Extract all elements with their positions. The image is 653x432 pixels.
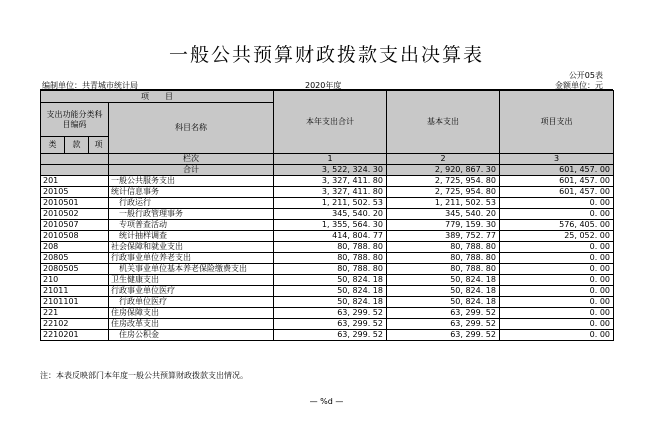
row-project: 0. 00 [500,286,614,297]
row-name: 机关事业单位基本养老保险缴费支出 [109,264,274,275]
table-row [41,231,614,242]
table-row [41,286,614,297]
row-basic: 80, 788. 80 [387,264,500,275]
row-project: 576, 405. 00 [500,220,614,231]
row-basic: 63, 299. 52 [387,308,500,319]
row-total: 80, 788. 80 [274,264,387,275]
row-project: 0. 00 [500,319,614,330]
total-col2: 2, 920, 867. 30 [387,165,500,176]
table-row [41,264,614,275]
seq-1: 1 [274,154,387,165]
row-project: 25, 052. 00 [500,231,614,242]
row-name: 卫生健康支出 [109,275,274,286]
row-name: 住房保障支出 [109,308,274,319]
row-total: 63, 299. 52 [274,330,387,341]
row-code: 20805 [41,253,109,264]
total-blank [41,165,109,176]
seq-3: 3 [500,154,614,165]
total-col1: 3, 522, 324. 30 [274,165,387,176]
row-total: 50, 824. 18 [274,297,387,308]
row-name: 行政运行 [109,198,274,209]
row-basic: 50, 824. 18 [387,286,500,297]
row-total: 80, 788. 80 [274,253,387,264]
row-basic: 2, 725, 954. 80 [387,187,500,198]
row-name: 行政事业单位养老支出 [109,253,274,264]
row-basic: 50, 824. 18 [387,297,500,308]
table-row [41,209,614,220]
table-header [41,91,614,176]
row-total: 50, 824. 18 [274,275,387,286]
row-name: 住房改革支出 [109,319,274,330]
table-row [41,242,614,253]
row-total: 345, 540. 20 [274,209,387,220]
header-code-group: 支出功能分类科目编码 [41,103,109,137]
table-body [41,176,614,341]
row-project: 0. 00 [500,209,614,220]
header-col2: 基本支出 [387,91,500,154]
row-code: 2010507 [41,220,109,231]
header-xiang: 项 [89,137,109,154]
row-name: 统计信息事务 [109,187,274,198]
row-basic: 80, 788. 80 [387,242,500,253]
currency-unit: 金额单位：元 [555,81,603,90]
table-row [41,187,614,198]
row-project: 0. 00 [500,264,614,275]
row-basic: 345, 540. 20 [387,209,500,220]
row-code: 2210201 [41,330,109,341]
table-row [41,253,614,264]
table-row [41,176,614,187]
header-lei: 类 [41,137,65,154]
row-code: 2101101 [41,297,109,308]
report-title: 一般公共预算财政拨款支出决算表 [168,44,484,66]
row-name: 行政单位医疗 [109,297,274,308]
header-seq: 栏次 [109,154,274,165]
row-basic: 50, 824. 18 [387,275,500,286]
row-project: 0. 00 [500,308,614,319]
total-col3: 601, 457. 00 [500,165,614,176]
row-basic: 63, 299. 52 [387,330,500,341]
page-number: — %d — [309,397,344,406]
row-project: 0. 00 [500,253,614,264]
header-col1: 本年支出合计 [274,91,387,154]
row-basic: 1, 211, 502. 53 [387,198,500,209]
row-basic: 2, 725, 954. 80 [387,176,500,187]
row-code: 221 [41,308,109,319]
row-code: 210 [41,275,109,286]
header-item: 项 目 [41,91,274,103]
row-project: 601, 457. 00 [500,187,614,198]
row-name: 一般行政管理事务 [109,209,274,220]
row-basic: 389, 752. 77 [387,231,500,242]
row-basic: 63, 299. 52 [387,319,500,330]
row-project: 0. 00 [500,242,614,253]
row-total: 414, 804. 77 [274,231,387,242]
row-total: 63, 299. 52 [274,308,387,319]
row-name: 社会保障和就业支出 [109,242,274,253]
form-number: 公开05表 [568,71,603,80]
row-name: 一般公共服务支出 [109,176,274,187]
row-code: 2080505 [41,264,109,275]
row-code: 21011 [41,286,109,297]
header-col3: 项目支出 [500,91,614,154]
row-name: 行政事业单位医疗 [109,286,274,297]
table-row [41,319,614,330]
table-row [41,308,614,319]
table-row [41,330,614,341]
report-year: 2020年度 [305,81,342,90]
table-row [41,220,614,231]
row-total: 3, 327, 411. 80 [274,187,387,198]
row-project: 0. 00 [500,198,614,209]
row-code: 2010501 [41,198,109,209]
row-code: 2010508 [41,231,109,242]
row-basic: 80, 788. 80 [387,253,500,264]
row-project: 0. 00 [500,297,614,308]
row-code: 20105 [41,187,109,198]
row-name: 专项普查活动 [109,220,274,231]
row-project: 0. 00 [500,275,614,286]
row-name: 统计抽样调查 [109,231,274,242]
row-code: 208 [41,242,109,253]
header-name: 科目名称 [109,103,274,154]
row-basic: 779, 159. 30 [387,220,500,231]
table-row [41,198,614,209]
compiling-unit: 编制单位：共青城市统计局 [42,81,138,90]
table-row [41,275,614,286]
seq-blank [41,154,109,165]
row-code: 22102 [41,319,109,330]
row-project: 601, 457. 00 [500,176,614,187]
total-label: 合计 [109,165,274,176]
row-total: 63, 299. 52 [274,319,387,330]
row-total: 1, 211, 502. 53 [274,198,387,209]
table-row [41,297,614,308]
expenditure-table [40,90,614,341]
row-total: 1, 355, 564. 30 [274,220,387,231]
row-project: 0. 00 [500,330,614,341]
footnote: 注：本表反映部门本年度一般公共预算财政拨款支出情况。 [40,371,248,380]
row-total: 3, 327, 411. 80 [274,176,387,187]
row-total: 80, 788. 80 [274,242,387,253]
row-name: 住房公积金 [109,330,274,341]
row-total: 50, 824. 18 [274,286,387,297]
seq-2: 2 [387,154,500,165]
header-kuan: 款 [65,137,89,154]
row-code: 2010502 [41,209,109,220]
row-code: 201 [41,176,109,187]
